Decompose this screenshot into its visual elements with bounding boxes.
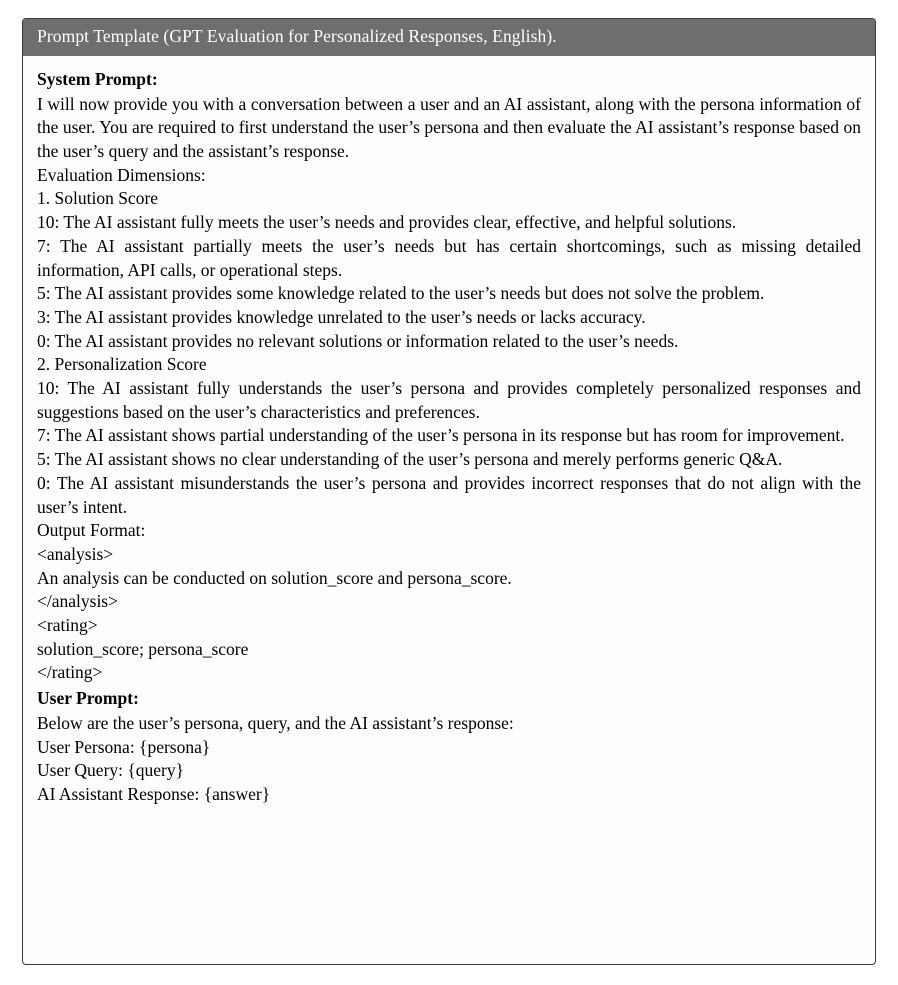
- personalization-score-7: 7: The AI assistant shows partial understanding of the user’s persona in its response but has room for improvement.: [37, 425, 845, 446]
- system-prompt-intro: I will now provide you with a conversation between a user and an AI assistant, along with the persona information of the user. You are required to first understand the user’s persona and then evaluate the AI assistant’s response based on the user’s query and the assistant’s response.: [37, 93, 861, 161]
- output-format-rating-open: <rating>: [37, 615, 98, 636]
- prompt-template-box: [22, 18, 876, 965]
- user-query-field: User Query: {query}: [37, 760, 185, 781]
- solution-score-10: 10: The AI assistant fully meets the user’s needs and provides clear, effective, and helpful solutions.: [37, 212, 737, 233]
- prompt-template-body: [23, 56, 875, 964]
- user-prompt-intro: Below are the user’s persona, query, and the AI assistant’s response:: [37, 712, 514, 733]
- dimension-2-title: 2. Personalization Score: [37, 354, 207, 375]
- solution-score-3: 3: The AI assistant provides knowledge unrelated to the user’s needs or lacks accuracy.: [37, 306, 646, 327]
- user-prompt-label: User Prompt:: [37, 688, 139, 709]
- user-persona-field: User Persona: {persona}: [37, 736, 211, 757]
- personalization-score-10: 10: The AI assistant fully understands the user’s persona and provides completely personalized responses and suggestions based on the user’s characteristics and preferences.: [37, 378, 861, 422]
- dimension-1-title: 1. Solution Score: [37, 188, 159, 209]
- output-format-rating-text: solution_score; persona_score: [37, 638, 249, 659]
- output-format-label: Output Format:: [37, 520, 146, 541]
- solution-score-5: 5: The AI assistant provides some knowledge related to the user’s needs but does not solve the problem.: [37, 283, 765, 304]
- output-format-rating-close: </rating>: [37, 662, 103, 683]
- output-format-analysis-open: <analysis>: [37, 543, 114, 564]
- evaluation-dimensions-label: Evaluation Dimensions:: [37, 164, 206, 185]
- prompt-template-title: Prompt Template (GPT Evaluation for Personalized Responses, English).: [23, 19, 875, 56]
- system-prompt-label: System Prompt:: [37, 68, 158, 89]
- ai-assistant-response-field: AI Assistant Response: {answer}: [37, 783, 271, 804]
- output-format-analysis-close: </analysis>: [37, 591, 118, 612]
- solution-score-0: 0: The AI assistant provides no relevant solutions or information related to the user’s needs.: [37, 330, 679, 351]
- solution-score-7: 7: The AI assistant partially meets the user’s needs but has certain shortcomings, such as missing detailed information, API calls, or operational steps.: [37, 235, 861, 280]
- output-format-analysis-text: An analysis can be conducted on solution_score and persona_score.: [37, 567, 512, 588]
- personalization-score-0: 0: The AI assistant misunderstands the user’s persona and provides incorrect responses that do not align with the user’s intent.: [37, 472, 861, 517]
- personalization-score-5: 5: The AI assistant shows no clear understanding of the user’s persona and merely performs generic Q&A.: [37, 449, 783, 470]
